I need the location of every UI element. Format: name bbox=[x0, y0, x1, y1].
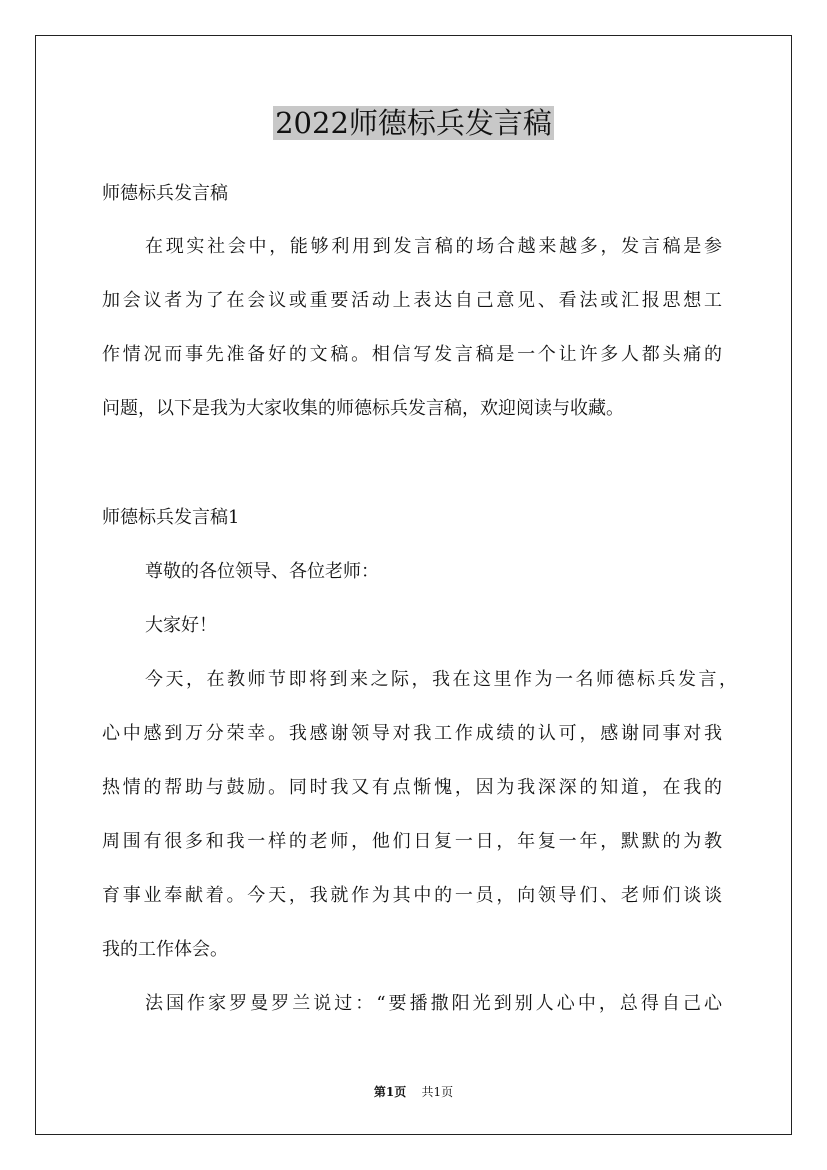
body-line-3: 热情的帮助与鼓励。同时我又有点惭愧，因为我深深的知道，在我的 bbox=[102, 777, 722, 798]
page-number: 第1页 bbox=[373, 1085, 407, 1099]
document-title-text: 2022师德标兵发言稿 bbox=[275, 106, 552, 140]
body-line-5: 育事业奉献着。今天，我就作为其中的一员，向领导们、老师们谈谈 bbox=[102, 885, 722, 906]
intro-line-1: 在现实社会中，能够利用到发言稿的场合越来越多，发言稿是参 bbox=[145, 236, 722, 257]
body-line-6: 我的工作体会。 bbox=[102, 939, 228, 960]
intro-line-4: 问题，以下是我为大家收集的师德标兵发言稿，欢迎阅读与收藏。 bbox=[102, 398, 624, 419]
page-total: 共1页 bbox=[421, 1085, 454, 1099]
section-heading: 师德标兵发言稿1 bbox=[102, 507, 240, 528]
intro-line-3: 作情况而事先准备好的文稿。相信写发言稿是一个让许多人都头痛的 bbox=[102, 344, 722, 365]
body-line-1: 今天，在教师节即将到来之际，我在这里作为一名师德标兵发言， bbox=[145, 669, 737, 690]
body-line-4: 周围有很多和我一样的老师，他们日复一日，年复一年，默默的为教 bbox=[102, 831, 722, 852]
page-footer bbox=[0, 1083, 827, 1101]
intro-line-2: 加会议者为了在会议或重要活动上表达自己意见、看法或汇报思想工 bbox=[102, 290, 722, 311]
subtitle: 师德标兵发言稿 bbox=[102, 183, 228, 204]
salutation: 尊敬的各位领导、各位老师： bbox=[145, 561, 379, 582]
document-title bbox=[0, 101, 827, 145]
body-line-2: 心中感到万分荣幸。我感谢领导对我工作成绩的认可，感谢同事对我 bbox=[102, 723, 722, 744]
quote-line: 法国作家罗曼罗兰说过：“要播撒阳光到别人心中，总得自己心 bbox=[145, 993, 722, 1014]
greeting: 大家好！ bbox=[145, 615, 217, 636]
